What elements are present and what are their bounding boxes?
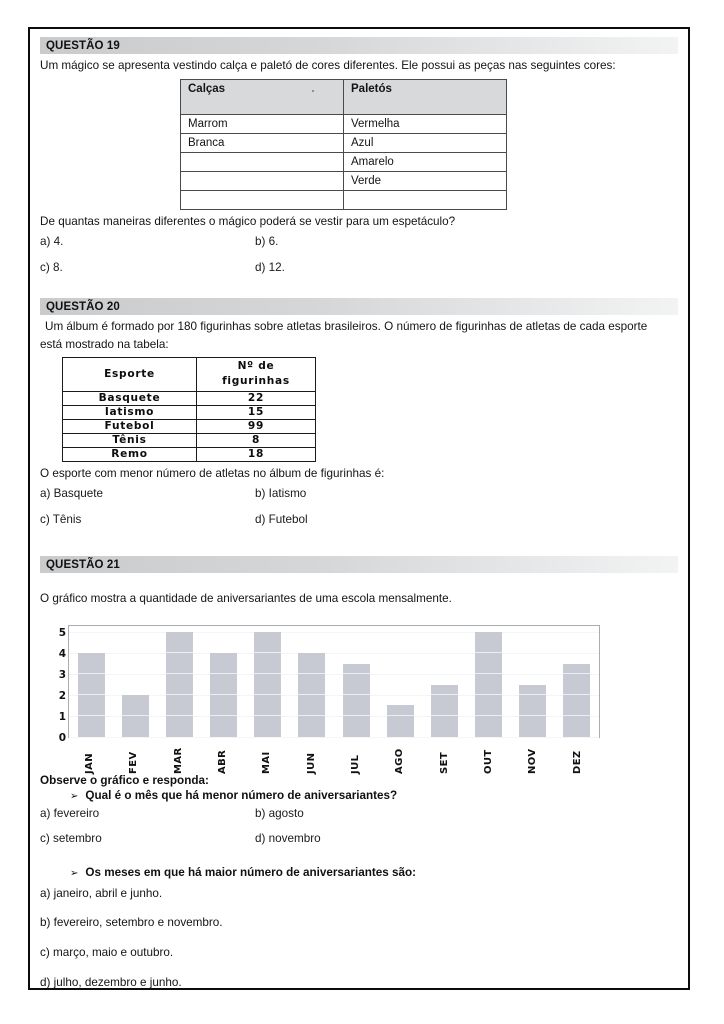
chart-gridline — [69, 737, 599, 738]
option-d[interactable]: d) novembro — [255, 832, 321, 846]
questao-19-options — [40, 233, 678, 276]
option-b[interactable]: b) Iatismo — [255, 487, 307, 501]
chart-plot-area — [68, 625, 600, 738]
bar-abr — [210, 653, 237, 737]
option-b[interactable]: b) fevereiro, setembro e novembro. — [40, 916, 223, 930]
cell-paletos — [344, 190, 507, 209]
table-header-paletos — [344, 79, 507, 114]
section-header-questao-20 — [40, 298, 678, 315]
observe-instruction: Observe o gráfico e responda: — [40, 773, 209, 787]
cell-calcas — [181, 152, 344, 171]
table-header-row — [181, 79, 507, 114]
chart-gridline — [69, 653, 599, 654]
x-label-text: MAR — [172, 747, 184, 774]
option-b[interactable]: b) 6. — [255, 235, 279, 249]
bar-band — [166, 652, 193, 653]
cell-paletos: Azul — [344, 133, 507, 152]
cell-paletos: Vermelha — [344, 114, 507, 133]
cell-quantidade: 15 — [197, 405, 316, 419]
questao-19-question: De quantas maneiras diferentes o mágico poderá se vestir para um espetáculo? — [40, 214, 456, 228]
bar-band — [78, 715, 105, 716]
clothes-table — [180, 79, 507, 210]
bar-band — [298, 694, 325, 695]
option-c[interactable]: c) março, maio e outubro. — [40, 946, 174, 960]
bar-band — [563, 673, 590, 674]
header-line1: Nº de — [237, 360, 275, 373]
questao-20-options — [40, 485, 678, 528]
bar-fev — [122, 695, 149, 737]
cell-quantidade: 99 — [197, 419, 316, 433]
option-row — [40, 830, 678, 848]
scan-dot-artifact — [312, 90, 314, 92]
cell-esporte: Tênis — [63, 433, 197, 447]
chart-gridline — [69, 632, 599, 633]
cell-calcas: Branca — [181, 133, 344, 152]
x-label-text: JUL — [350, 754, 362, 774]
option-d[interactable]: d) julho, dezembro e junho. — [40, 975, 182, 989]
x-label-text: NOV — [527, 748, 539, 774]
chart-gridline — [69, 674, 599, 675]
questao-21-options-1 — [40, 805, 678, 848]
header-text-calcas: Calças — [188, 82, 226, 95]
x-label-ago — [387, 740, 414, 774]
questao-20-prompt-line1: Um álbum é formado por 180 figurinhas sobre atletas brasileiros. O número de figurinhas de atletas de cada esporte — [45, 320, 648, 334]
bar-ago — [387, 705, 414, 736]
y-axis-tick-5: 5 — [58, 626, 66, 639]
cell-paletos: Amarelo — [344, 152, 507, 171]
bar-band — [298, 715, 325, 716]
bar-band — [475, 652, 502, 653]
x-label-jul — [343, 740, 370, 774]
bar-band — [563, 694, 590, 695]
bar-band — [210, 715, 237, 716]
option-row — [40, 511, 678, 529]
header-line2: figurinhas — [222, 375, 290, 388]
bar-band — [254, 673, 281, 674]
x-label-set — [431, 740, 458, 774]
bar-jun — [298, 653, 325, 737]
x-label-fev — [121, 740, 148, 774]
bar-band — [78, 694, 105, 695]
y-axis-tick-3: 3 — [58, 668, 66, 681]
bar-band — [298, 673, 325, 674]
sports-figurinhas-table — [62, 357, 316, 462]
cell-paletos: Verde — [344, 171, 507, 190]
table-row — [63, 405, 316, 419]
bar-band — [475, 673, 502, 674]
sub-question-2-text: Os meses em que há maior número de aniversariantes são: — [85, 865, 417, 879]
questao-20-question: O esporte com menor número de atletas no álbum de figurinhas é: — [40, 466, 385, 480]
option-b[interactable]: b) agosto — [255, 806, 304, 820]
bar-jan — [78, 653, 105, 737]
header-text-paletos: Paletós — [351, 82, 392, 95]
section-header-questao-21 — [40, 556, 678, 573]
y-axis-tick-1: 1 — [58, 710, 66, 723]
table-row — [181, 133, 507, 152]
x-label-dez — [564, 740, 591, 774]
x-label-text: JAN — [84, 752, 96, 774]
x-label-mar — [165, 740, 192, 774]
questao-19-label: QUESTÃO 19 — [46, 39, 120, 52]
questao-21-label: QUESTÃO 21 — [46, 558, 120, 571]
bar-band — [519, 715, 546, 716]
table-row — [181, 171, 507, 190]
cell-calcas — [181, 171, 344, 190]
cell-calcas — [181, 190, 344, 209]
bar-band — [519, 694, 546, 695]
bar-mar — [166, 632, 193, 737]
x-label-text: MAI — [261, 751, 273, 774]
bar-band — [254, 652, 281, 653]
x-label-text: DEZ — [571, 750, 583, 774]
option-c[interactable]: c) setembro — [40, 832, 102, 846]
option-row — [40, 233, 678, 251]
option-d[interactable]: d) 12. — [255, 260, 285, 274]
table-row — [63, 391, 316, 405]
table-row — [63, 447, 316, 461]
table-row — [181, 114, 507, 133]
y-axis-tick-0: 0 — [58, 731, 66, 744]
bar-band — [122, 715, 149, 716]
questao-20-label: QUESTÃO 20 — [46, 300, 120, 313]
y-axis-tick-4: 4 — [58, 647, 66, 660]
table-row — [181, 190, 507, 209]
table-header-esporte: Esporte — [63, 357, 197, 391]
cell-quantidade: 18 — [197, 447, 316, 461]
x-label-out — [476, 740, 503, 774]
cell-esporte: Iatismo — [63, 405, 197, 419]
chart-y-axis — [44, 622, 66, 744]
bar-band — [166, 715, 193, 716]
questao-21-prompt: O gráfico mostra a quantidade de aniversariantes de uma escola mensalmente. — [40, 592, 452, 606]
cell-quantidade: 8 — [197, 433, 316, 447]
x-label-text: ABR — [217, 749, 229, 774]
cell-esporte: Basquete — [63, 391, 197, 405]
cell-quantidade: 22 — [197, 391, 316, 405]
x-label-abr — [210, 740, 237, 774]
table-header-numero-figurinhas — [197, 357, 316, 391]
bar-band — [254, 715, 281, 716]
bar-band — [343, 694, 370, 695]
bar-band — [166, 673, 193, 674]
arrow-bullet-icon: ➢ — [70, 867, 79, 879]
bar-set — [431, 685, 458, 737]
questao-21-options-2 — [40, 885, 678, 991]
bar-band — [210, 673, 237, 674]
table-header-row — [63, 357, 316, 391]
questao-20-prompt-line2: está mostrado na tabela: — [40, 337, 169, 351]
bar-band — [343, 673, 370, 674]
x-label-text: FEV — [128, 751, 140, 774]
bar-dez — [563, 664, 590, 737]
x-label-nov — [520, 740, 547, 774]
cell-esporte: Remo — [63, 447, 197, 461]
bar-nov — [519, 685, 546, 737]
bar-mai — [254, 632, 281, 737]
bar-jul — [343, 664, 370, 737]
cell-esporte: Futebol — [63, 419, 197, 433]
table-row — [63, 419, 316, 433]
bar-band — [475, 715, 502, 716]
bar-out — [475, 632, 502, 737]
section-header-questao-19 — [40, 37, 678, 54]
x-label-text: OUT — [483, 749, 495, 774]
table-row — [181, 152, 507, 171]
page-content — [30, 29, 688, 988]
bar-band — [254, 694, 281, 695]
bar-band — [431, 694, 458, 695]
cell-calcas: Marrom — [181, 114, 344, 133]
option-row — [40, 259, 678, 277]
option-c[interactable]: c) Tênis — [40, 512, 82, 526]
x-label-text: AGO — [394, 748, 406, 774]
table-header-calcas — [181, 79, 344, 114]
y-axis-tick-2: 2 — [58, 689, 66, 702]
option-d[interactable]: d) Futebol — [255, 512, 308, 526]
sub-question-2-row — [40, 866, 678, 879]
bar-band — [387, 715, 414, 716]
sub-question-1-text: Qual é o mês que há menor número de aniversariantes? — [85, 788, 398, 802]
sub-question-1-row — [40, 789, 678, 802]
x-label-mai — [254, 740, 281, 774]
table-row — [63, 433, 316, 447]
x-label-jun — [298, 740, 325, 774]
x-label-text: JUN — [305, 752, 317, 774]
bar-band — [563, 715, 590, 716]
page-frame — [28, 27, 690, 990]
x-label-jan — [77, 740, 104, 774]
bar-band — [343, 715, 370, 716]
option-c[interactable]: c) 8. — [40, 260, 63, 274]
bar-band — [166, 694, 193, 695]
option-a[interactable]: a) 4. — [40, 235, 64, 249]
bar-band — [210, 694, 237, 695]
bar-band — [78, 673, 105, 674]
birthdays-bar-chart — [40, 622, 678, 772]
bar-band — [431, 715, 458, 716]
option-a[interactable]: a) Basquete — [40, 487, 104, 501]
questao-19-prompt: Um mágico se apresenta vestindo calça e paletó de cores diferentes. Ele possui as peças nas seguintes cores: — [40, 59, 616, 72]
arrow-bullet-icon: ➢ — [70, 790, 79, 802]
option-a[interactable]: a) janeiro, abril e junho. — [40, 886, 163, 900]
option-row — [40, 805, 678, 823]
chart-x-axis-labels — [68, 740, 600, 774]
option-row — [40, 485, 678, 503]
option-a[interactable]: a) fevereiro — [40, 806, 100, 820]
x-label-text: SET — [438, 751, 450, 774]
bar-band — [475, 694, 502, 695]
